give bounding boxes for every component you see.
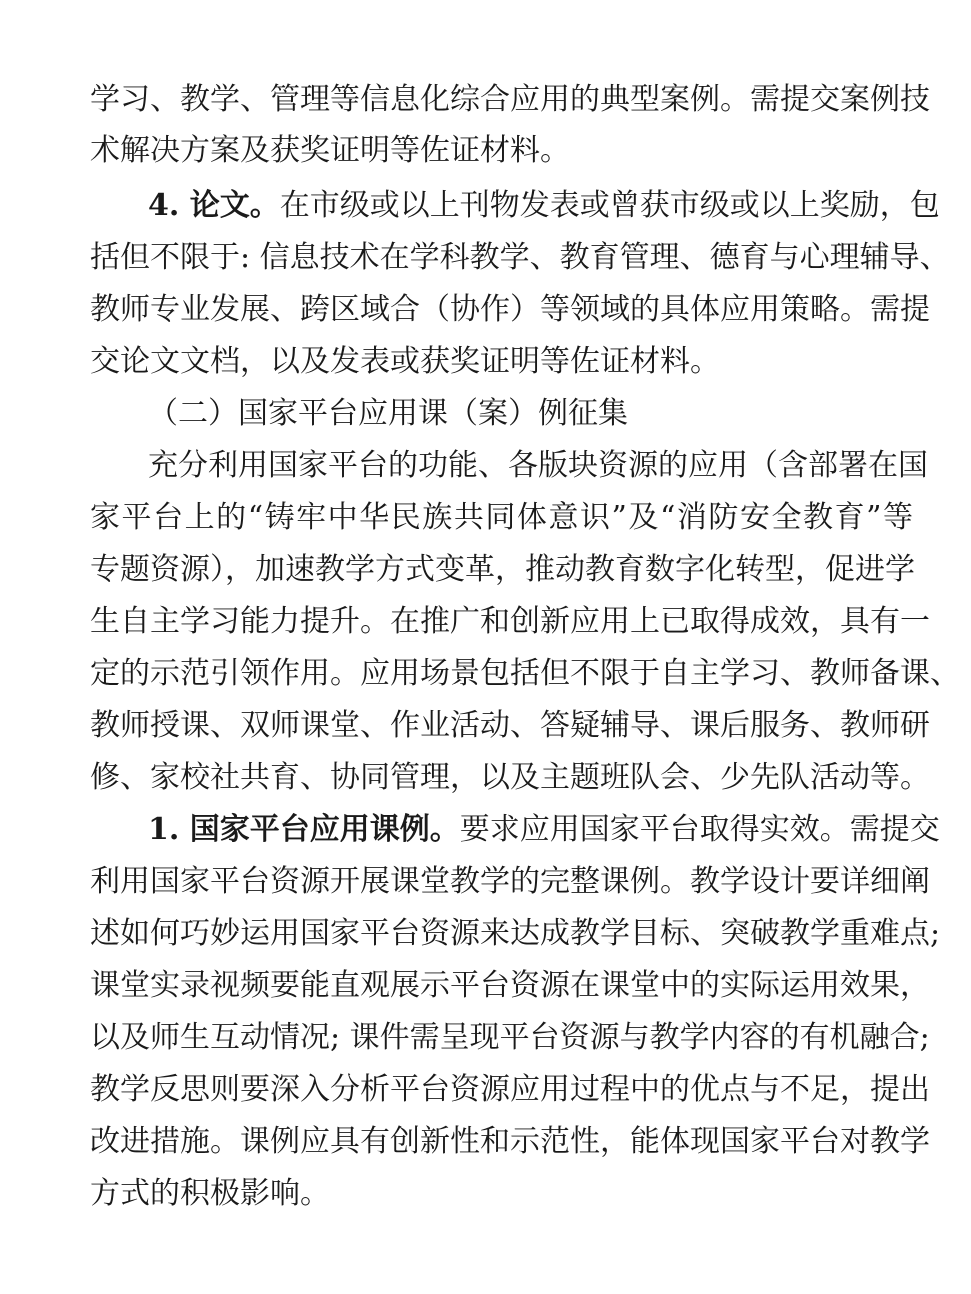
text-line: 家平台上的“铸牢中华民族共同体意识”及“消防安全教育”等: [90, 500, 913, 535]
section-heading-paper: 4. 论文。在市级或以上刊物发表或曾获市级或以上奖励，包: [148, 188, 940, 223]
text-line: 充分利用国家平台的功能、各版块资源的应用（含部署在国: [148, 448, 928, 483]
text-line: 教学反思则要深入分析平台资源应用过程中的优点与不足，提出: [90, 1072, 930, 1107]
text-line: 术解决方案及获奖证明等佐证材料。: [90, 133, 570, 168]
text-line: 交论文文档，以及发表或获奖证明等佐证材料。: [90, 344, 720, 379]
text-line: 利用国家平台资源开展课堂教学的完整课例。教学设计要详细阐: [90, 864, 930, 899]
bold-heading: 1. 国家平台应用课例。: [148, 812, 460, 847]
text-line: 修、家校社共育、协同管理，以及主题班队会、少先队活动等。: [90, 760, 930, 795]
text-line: 括但不限于: 信息技术在学科教学、教育管理、德育与心理辅导、: [90, 240, 950, 275]
text-line: 教师授课、双师课堂、作业活动、答疑辅导、课后服务、教师研: [90, 708, 930, 743]
section-heading: （二）国家平台应用课（案）例征集: [148, 396, 628, 431]
bold-heading: 4. 论文。: [148, 188, 280, 223]
text-line: 方式的积极影响。: [90, 1176, 330, 1211]
text-line: 以及师生互动情况; 课件需呈现平台资源与教学内容的有机融合;: [90, 1020, 930, 1055]
text-line: 定的示范引领作用。应用场景包括但不限于自主学习、教师备课、: [90, 656, 960, 691]
text-line: 生自主学习能力提升。在推广和创新应用上已取得成效，具有一: [90, 604, 930, 639]
text-line: 述如何巧妙运用国家平台资源来达成教学目标、突破教学重难点;: [90, 916, 941, 951]
section-heading-course: 1. 国家平台应用课例。要求应用国家平台取得实效。需提交: [148, 812, 940, 847]
text-line: 学习、教学、管理等信息化综合应用的典型案例。需提交案例技: [90, 82, 930, 117]
text-line: 教师专业发展、跨区域合（协作）等领域的具体应用策略。需提: [90, 292, 930, 327]
text-line: 课堂实录视频要能直观展示平台资源在课堂中的实际运用效果，: [90, 968, 930, 1003]
text-line: 专题资源），加速教学方式变革，推动教育数字化转型，促进学: [90, 552, 915, 587]
text-line: 改进措施。课例应具有创新性和示范性，能体现国家平台对教学: [90, 1124, 930, 1159]
